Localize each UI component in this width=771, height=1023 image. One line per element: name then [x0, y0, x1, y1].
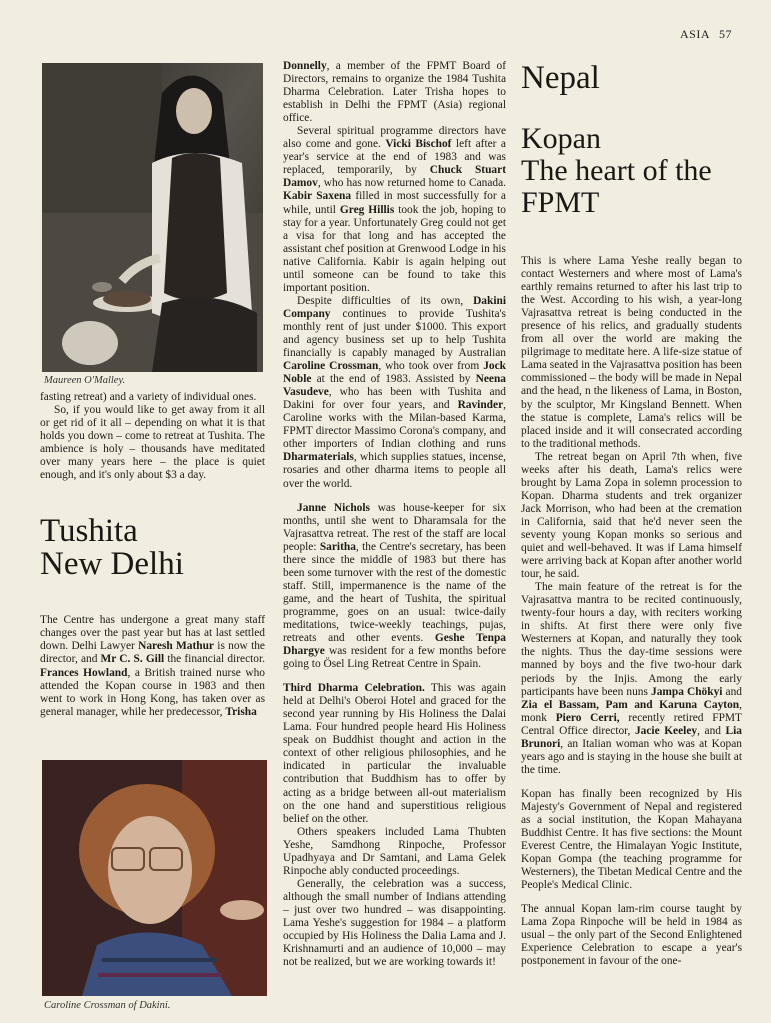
name-greg-hillis: Greg Hillis	[339, 203, 395, 216]
paragraph-tushita-staff: The Centre has undergone a great many staff changes over the past year but has at last settled down. Delhi Lawyer Naresh Mathur is now the director, and Mr C. S. Gill the financial director. Frances Howland, a British trained nurse who attended the Kopan course in 1983 and then went to work in Hong Kong, has taken over as general manager, while her predecessor, Trisha	[40, 614, 266, 718]
subheading-third-dharma-celebration: Third Dharma Celebration.	[283, 682, 425, 695]
name-trisha: Trisha	[225, 705, 257, 718]
name-dakini-company: Dakini Company	[283, 294, 506, 320]
paragraph: Janne Nichols was house-keeper for six months, until she went to Dharamsala for the Vajrasattva retreat. The rest of the staff are local people: Saritha, the Centre's secretary, has been there since the middle of 1983 but there has been some turnover with the rest of the domestic staff. Still, impermanence is the name of the game, and the heart of Tushita, the spiritual programme, goes on an usual: twice-daily meditations, twice-weekly teachings, pujas, retreats and other events. Geshe Tenpa Dhargye was resident for a few months before going to Ösel Ling Retreat Centre in Spain.	[283, 501, 506, 671]
paragraph: So, if you would like to get away from it all or get rid of it all – depending on what it is that holds you down – come to retreat at Tushita. The ambience is holy – thousands have meditated over many years here – the place is quiet enough, and it's only about $3 a day.	[40, 404, 265, 482]
photo-maureen-omalley	[42, 63, 263, 372]
paragraph: The main feature of the retreat is for the Vajrasattva mantra to be recited continuously, twenty-four hours a day, with reciters working in shifts. At first there were only five Westerners at Kopan, and naturally they took the nights. Thus the day-time sessions were manned by boys and the five two-hour dark periods by the Injis. Among the early participants have been nuns Jampa Chökyi and Zia el Bassam, Pam and Karuna Cayton, monk Piero Cerri, recently retired FPMT Central Office director, Jacie Keeley, and Lia Brunori, an Italian woman who was at Kopan years ago and is staying in the house she built at the time.	[521, 581, 743, 776]
paragraph: The annual Kopan lam-rim course taught by Lama Zopa Rinpoche will be held in 1984 as usual – the only part of the Second Enlightened Experience Celebration to escape a year's postponement in favour of the one-	[521, 903, 742, 968]
name-saritha: Saritha	[319, 540, 356, 553]
name-caroline-crossman: Caroline Crossman	[283, 360, 379, 373]
column-2	[283, 60, 506, 969]
running-head	[680, 27, 732, 42]
heading-line: Tushita	[40, 513, 138, 550]
heading-line: New Delhi	[40, 546, 184, 583]
tushita-heading	[40, 515, 265, 581]
name-neena-vasudeve: Neena Vasudeve	[283, 373, 506, 399]
photo-caption-caroline: Caroline Crossman of Dakini.	[44, 1000, 171, 1011]
paragraph: Generally, the celebration was a success, although the small number of Indians attending – just over two hundred – was disappointing. Lama Yeshe's suggestion for 1984 – a platform occupied by His Holiness the Dalia Lama and J. Krishnamurti and an audience of 10,000 – may not be realized, but we are working towards it!	[283, 877, 506, 969]
name-zia-pam-karuna: Zia el Bassam, Pam and Karuna Cayton	[521, 698, 740, 711]
page-number: 57	[719, 27, 733, 41]
photo-caption-maureen: Maureen O'Malley.	[44, 375, 126, 386]
name-kabir-saxena: Kabir Saxena	[283, 190, 352, 203]
paragraph: Others speakers included Lama Thubten Yeshe, Samdhong Rinpoche, Professor Upadhyaya and Dr Samtani, and Lama Gelek Rinpoche ably conducted proceedings.	[283, 825, 506, 877]
name-dharmaterials: Dharmaterials	[283, 451, 354, 464]
paragraph: This is where Lama Yeshe really began to contact Westerners and where most of Lama's earthly remains returned to after his last trip to the West. According to his wish, a year-long Vajrasattva retreat is being conducted in the presence of his relics, and gradually students from all over the world are making the pilgrimage to meditate here. A life-size statue of Lama seated in the Vajrasattva position has been commissioned – the body will be made in Nepal and the head, n the likeness of Lama, in Boston, by the sculptor, Mr Kingsland Bennett. When the statue is complete, Lama's relics will be placed inside and it will consecrated according to the traditional methods.	[521, 255, 742, 450]
photo-caroline-illustration	[42, 760, 267, 996]
name-vicki-bischof: Vicki Bischof	[385, 138, 452, 151]
name-donnelly: Donnelly	[283, 60, 327, 72]
name-geshe-tenpa-dhargye: Geshe Tenpa Dhargye	[283, 632, 506, 658]
column-1	[40, 391, 265, 719]
photo-caroline-crossman	[42, 760, 267, 996]
paragraph-dharma-celebration: Third Dharma Celebration. This was again held at Delhi's Oberoi Hotel and graced for the second year running by His Holiness the Dalai Lama. Four hundred people heard His Holiness speak on Buddhist thought and action in the context of other religious philosophies, and he indicated in particular the invaluable contribution that Buddhism has to offer by acting as a bridge between all-out materialism on the one hand and superstitious religious belief on the other.	[283, 682, 506, 825]
kopan-heading	[521, 123, 742, 219]
name-ravinder: Ravinder	[457, 399, 504, 412]
heading-line: The heart of the	[521, 154, 712, 187]
paragraph: The retreat began on April 7th when, five weeks after his death, Lama's relics were brought by Lama Zopa in solemn procession to Kopan. Dharma students and trek organizer Jack Morrison, who had been at the cremation in California, said that he'd never seen the seventy young Kopan monks so serious and quiet and well-behaved. It was if Lama himself were arriving back at Kopan after another world tour, he said.	[521, 450, 742, 581]
name-lia-brunori: Lia Brunori	[521, 724, 743, 750]
heading-line: FPMT	[521, 186, 600, 219]
paragraph: fasting retreat) and a variety of individual ones.	[40, 391, 257, 403]
name-frances-howland: Frances Howland	[40, 666, 128, 679]
paragraph: Despite difficulties of its own, Dakini Company continues to provide Tushita's monthly rent of just under $1000. This export and agency business set up to help Tushita financially is capably managed by Australian Caroline Crossman, who took over from Jock Noble at the end of 1983. Assisted by Neena Vasudeve, who has been with Tushita and Dakini for over four years, and Ravinder, Caroline works with the Milan-based Karma, FPMT director Massimo Corona's company, and other importers of Indian clothing and runs Dharmaterials, which supplies statues, incense, rosaries and other dharma items to people all over the world.	[283, 294, 506, 490]
name-janne-nichols: Janne Nichols	[297, 501, 370, 514]
paragraph: Kopan has finally been recognized by His Majesty's Government of Nepal and registered as a social institution, the Kopan Mahayana Buddhist Centre. It has five sections: the Mount Everest Centre, the Himalayan Yogic Institute, Kopan Gompa (the teaching programme for Westerners), the Tibetan Medical Centre and the People's Medical Clinic.	[521, 787, 742, 892]
section-name: ASIA	[680, 27, 711, 41]
paragraph: Several spiritual programme directors have also come and gone. Vicki Bischof left after a year's service at the end of 1983 and was replaced, temporarily, by Chuck Stuart Damov, who has now returned home to Canada. Kabir Saxena filled in most successfully for a while, until Greg Hillis took the job, hoping to stay for a year. Unfortunately Greg could not get a visa for that long and has accepted the assistant chef position at Grenwood Lodge in his native California. Kabir is again helping out until someone can be found to take this important position.	[283, 125, 507, 294]
paragraph: Donnelly, a member of the FPMT Board of Directors, remains to organize the 1984 Tushita Dharma Celebration. Later Trisha hopes to establish in Delhi the FPMT (Asia) regional office.	[283, 60, 506, 125]
column-3	[521, 60, 742, 968]
heading-line: Kopan	[521, 122, 601, 155]
name-chuck-stuart-damov: Chuck Stuart Damov	[283, 164, 506, 190]
name-jacie-keeley: Jacie Keeley	[634, 724, 698, 737]
name-cs-gill: Mr C. S. Gill	[100, 653, 165, 666]
name-jock-noble: Jock Noble	[283, 360, 506, 386]
name-jampa-chokyi: Jampa Chökyi	[651, 685, 723, 698]
photo-maureen-illustration	[42, 63, 263, 372]
name-piero-cerri: Piero Cerri,	[555, 711, 620, 724]
name-naresh-mathur: Naresh Mathur	[138, 640, 214, 653]
heading-nepal: Nepal	[521, 60, 600, 96]
